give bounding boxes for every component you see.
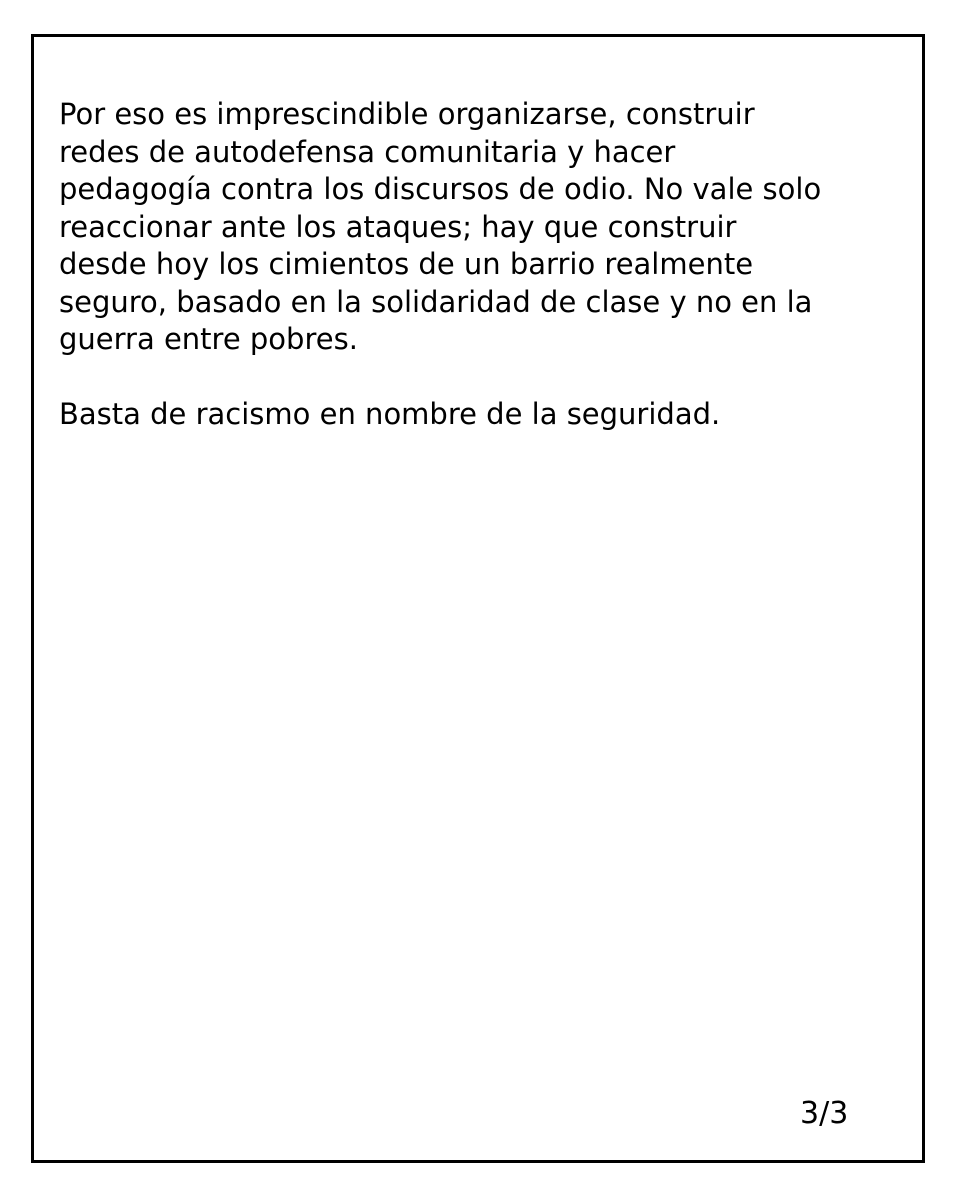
text-line: Por eso es imprescindible organizarse, construir <box>59 97 755 131</box>
text-line: redes de autodefensa comunitaria y hacer <box>59 134 676 169</box>
paragraph-gap <box>59 359 909 397</box>
closing-statement: Basta de racismo en nombre de la seguridad. <box>59 397 721 431</box>
paragraph <box>59 96 909 359</box>
text-line: pedagogía contra los discursos de odio. No vale solo <box>59 172 822 206</box>
text-line: reaccionar ante los ataques; hay que construir <box>59 209 737 244</box>
text-line: seguro, basado en la solidaridad de clase y no en la <box>59 284 813 319</box>
document-body <box>59 96 909 434</box>
text-line: desde hoy los cimientos de un barrio realmente <box>59 247 754 281</box>
text-line: guerra entre pobres. <box>59 322 358 356</box>
page-number: 3/3 <box>800 1096 849 1131</box>
